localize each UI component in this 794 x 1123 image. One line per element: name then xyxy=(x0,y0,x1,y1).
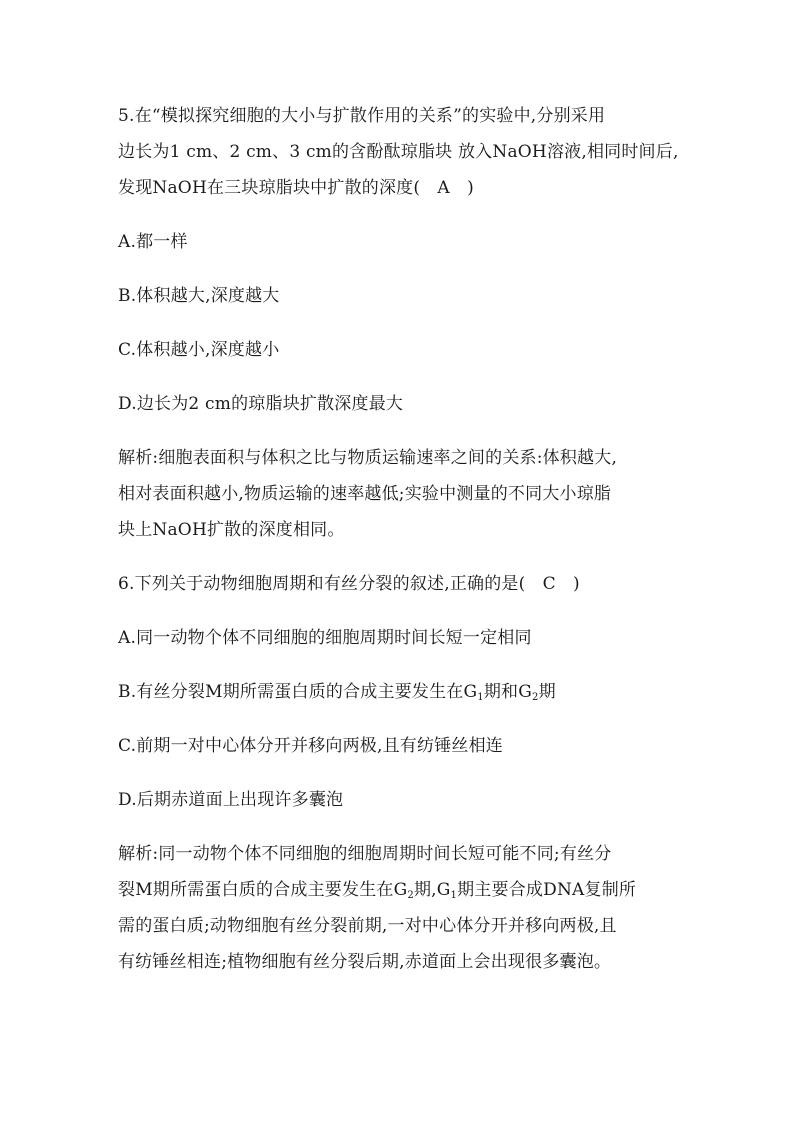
q6-analysis-line-2-text-3: 期主要合成DNA复制所 xyxy=(457,880,637,900)
question-5 xyxy=(118,98,678,548)
q5-analysis-line-3: 块上NaOH扩散的深度相同。 xyxy=(118,520,345,540)
q6-analysis-line-1: 解析:同一动物个体不同细胞的细胞周期时间长短可能不同;有丝分 xyxy=(118,844,612,864)
q5-option-b: B.体积越大,深度越大 xyxy=(118,286,280,306)
q5-stem-line-1: 5.在“模拟探究细胞的大小与扩散作用的关系”的实验中,分别采用 xyxy=(118,106,606,126)
q6-analysis-subscript-1: 2 xyxy=(407,890,414,901)
q6-analysis-line-4: 有纺锤丝相连;植物细胞有丝分裂后期,赤道面上会出现很多囊泡。 xyxy=(118,952,612,972)
q6-option-a: A.同一动物个体不同细胞的细胞周期时间长短一定相同 xyxy=(118,628,532,648)
q6-option-b-text-1: B.有丝分裂M期所需蛋白质的合成主要发生在G xyxy=(118,682,478,702)
q5-stem-line-2: 边长为1 cm、2 cm、3 cm的含酚酞琼脂块 放入NaOH溶液,相同时间后, xyxy=(118,142,679,162)
document-page xyxy=(118,98,678,980)
q6-option-b-subscript-1: 1 xyxy=(477,692,484,703)
q6-analysis-line-2 xyxy=(118,872,678,908)
q6-analysis-line-2-text-1: 裂M期所需蛋白质的合成主要发生在G xyxy=(118,880,408,900)
q5-option-d: D.边长为2 cm的琼脂块扩散深度最大 xyxy=(118,394,404,414)
q5-analysis-line-1: 解析:细胞表面积与体积之比与物质运输速率之间的关系:体积越大, xyxy=(118,448,618,468)
q6-option-c: C.前期一对中心体分开并移向两极,且有纺锤丝相连 xyxy=(118,736,504,756)
q6-option-d: D.后期赤道面上出现许多囊泡 xyxy=(118,790,344,810)
q5-option-a: A.都一样 xyxy=(118,232,188,252)
q5-analysis-line-2: 相对表面积越小,物质运输的速率越低;实验中测量的不同大小琼脂 xyxy=(118,484,612,504)
question-6 xyxy=(118,566,678,980)
q6-option-b xyxy=(118,674,678,710)
q5-option-c: C.体积越小,深度越小 xyxy=(118,340,280,360)
q6-option-b-text-2: 期和G xyxy=(483,682,533,702)
q6-stem: 6.下列关于动物细胞周期和有丝分裂的叙述,正确的是( C ) xyxy=(118,574,580,594)
q6-option-b-text-3: 期 xyxy=(538,682,556,702)
q6-analysis-line-3: 需的蛋白质;动物细胞有丝分裂前期,一对中心体分开并移向两极,且 xyxy=(118,916,617,936)
q5-stem-line-3: 发现NaOH在三块琼脂块中扩散的深度( A ) xyxy=(118,178,474,198)
q6-option-b-subscript-2: 2 xyxy=(532,692,539,703)
q6-analysis-subscript-2: 1 xyxy=(450,890,458,901)
q6-analysis-line-2-text-2: 期,G xyxy=(413,880,451,900)
